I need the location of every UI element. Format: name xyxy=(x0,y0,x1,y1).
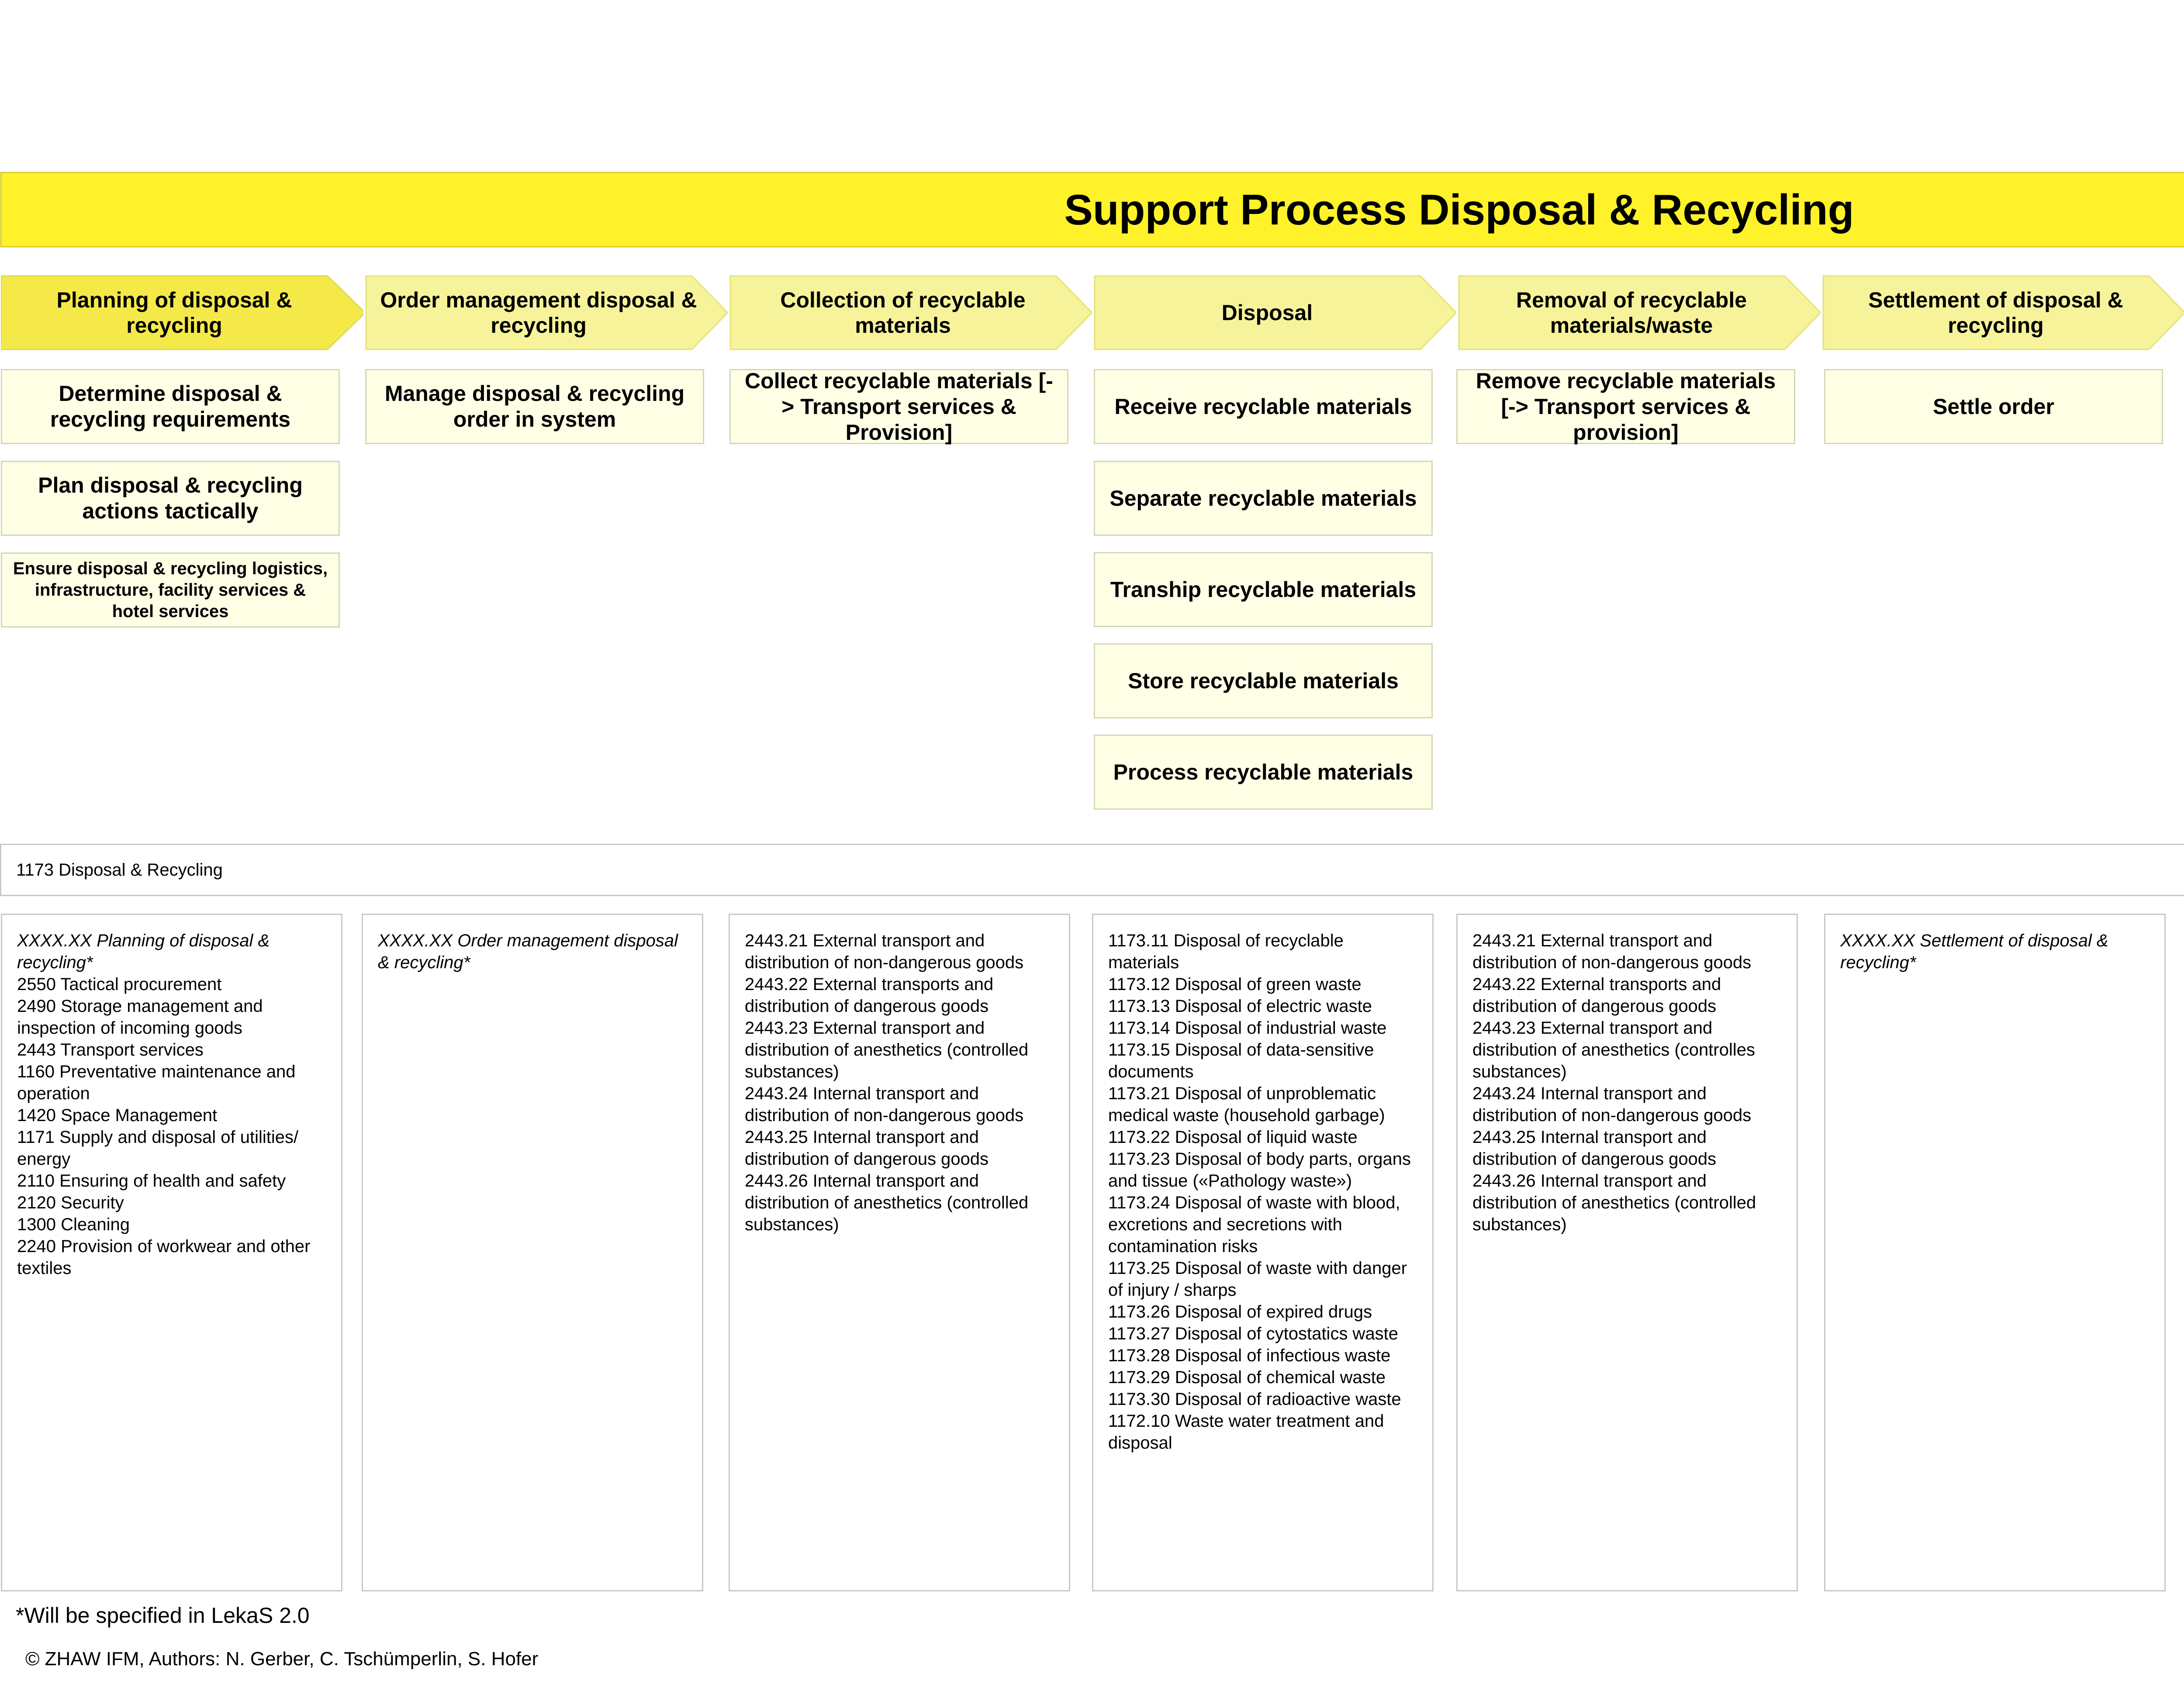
service-line: 1171 Supply and disposal of utilities/ energy xyxy=(17,1128,299,1169)
service-line: 2443.23 External transport and distribution of anesthetics (controlles substances) xyxy=(1472,1018,1755,1081)
service-line: 1173.27 Disposal of cytostatics waste xyxy=(1108,1324,1399,1343)
service-line: 1173.13 Disposal of electric waste xyxy=(1108,997,1372,1016)
service-line: 1173.21 Disposal of unproblematic medical waste (household garbage) xyxy=(1108,1084,1385,1125)
activity-box: Determine disposal & recycling requirements xyxy=(1,369,340,444)
service-line: 2443 Transport services xyxy=(17,1040,204,1059)
copyright: © ZHAW IFM, Authors: N. Gerber, C. Tschümperlin, S. Hofer xyxy=(25,1648,539,1670)
service-line: 1160 Preventative maintenance and operation xyxy=(17,1062,296,1103)
service-line: 2443.26 Internal transport and distribution of anesthetics (controlled substances) xyxy=(745,1171,1029,1234)
service-line: 2443.21 External transport and distribution of non-dangerous goods xyxy=(745,931,1024,972)
phase-planning xyxy=(1,275,363,350)
phase-label: Removal of recyclable materials/waste xyxy=(1516,288,1747,338)
service-line: 2443.25 Internal transport and distribution of dangerous goods xyxy=(1472,1128,1717,1169)
service-line: 2443.24 Internal transport and distribution of non-dangerous goods xyxy=(745,1084,1024,1125)
activity-box: Receive recyclable materials xyxy=(1094,369,1433,444)
activity-box: Separate recyclable materials xyxy=(1094,461,1433,536)
service-line: 1173.24 Disposal of waste with blood, excretions and secretions with contamination risks xyxy=(1108,1193,1400,1256)
footnote: *Will be specified in LekaS 2.0 xyxy=(16,1603,310,1628)
service-box xyxy=(1,914,342,1591)
service-line: 1172.10 Waste water treatment and disposal xyxy=(1108,1411,1384,1453)
service-line: 1173.23 Disposal of body parts, organs and tissue («Pathology waste») xyxy=(1108,1149,1411,1191)
service-line: 2110 Ensuring of health and safety xyxy=(17,1171,286,1191)
service-line: 1173.22 Disposal of liquid waste xyxy=(1108,1128,1358,1147)
service-line: 1420 Space Management xyxy=(17,1106,218,1125)
service-placeholder: XXXX.XX Settlement of disposal & recycling* xyxy=(1840,931,2108,972)
activity-box: Process recyclable materials xyxy=(1094,735,1433,810)
activity-box: Ensure disposal & recycling logistics, infrastructure, facility services & hotel services xyxy=(1,552,340,628)
service-line: 1173.30 Disposal of radioactive waste xyxy=(1108,1390,1401,1409)
activity-box: Remove recyclable materials [-> Transport services & provision] xyxy=(1456,369,1795,444)
service-line: 1300 Cleaning xyxy=(17,1215,130,1234)
service-placeholder: XXXX.XX Order management disposal & recycling* xyxy=(378,931,678,972)
process-banner xyxy=(0,172,2184,248)
service-line: 2443.23 External transport and distribution of anesthetics (controlled substances) xyxy=(745,1018,1029,1081)
service-box xyxy=(1456,914,1798,1591)
service-line: 1173.15 Disposal of data-sensitive documents xyxy=(1108,1040,1374,1081)
phase-order-management xyxy=(365,275,728,350)
service-box xyxy=(362,914,703,1591)
activity-box: Collect recyclable materials [-> Transport services & Provision] xyxy=(729,369,1068,444)
service-line: 2490 Storage management and inspection of incoming goods xyxy=(17,997,263,1038)
service-line: 2443.22 External transports and distribution of dangerous goods xyxy=(745,975,994,1016)
phase-disposal xyxy=(1094,275,1456,350)
phase-label: Order management disposal & recycling xyxy=(380,288,697,338)
service-line: 2443.21 External transport and distribution of non-dangerous goods xyxy=(1472,931,1752,972)
phase-settlement xyxy=(1822,275,2184,350)
service-line: 1173.14 Disposal of industrial waste xyxy=(1108,1018,1387,1038)
service-line: 2550 Tactical procurement xyxy=(17,975,222,994)
phase-removal xyxy=(1458,275,1821,350)
service-line: 2443.22 External transports and distribution of dangerous goods xyxy=(1472,975,1721,1016)
activity-box: Settle order xyxy=(1824,369,2163,444)
activity-box: Store recyclable materials xyxy=(1094,643,1433,718)
service-line: 1173.12 Disposal of green waste xyxy=(1108,975,1362,994)
phase-label: Planning of disposal & recycling xyxy=(56,288,292,338)
activity-box: Manage disposal & recycling order in system xyxy=(365,369,704,444)
service-line: 2443.26 Internal transport and distribution of anesthetics (controlled substances) xyxy=(1472,1171,1756,1234)
service-line: 1173.29 Disposal of chemical waste xyxy=(1108,1368,1386,1387)
phase-label: Settlement of disposal & recycling xyxy=(1868,288,2123,338)
service-line: 1173.11 Disposal of recyclable materials xyxy=(1108,931,1344,972)
activity-box: Tranship recyclable materials xyxy=(1094,552,1433,627)
phase-collection xyxy=(729,275,1092,350)
phase-label: Collection of recyclable materials xyxy=(780,288,1026,338)
service-line: 2120 Security xyxy=(17,1193,124,1212)
service-placeholder: XXXX.XX Planning of disposal & recycling* xyxy=(17,931,270,972)
phase-label: Disposal xyxy=(1221,300,1313,325)
service-box xyxy=(1824,914,2166,1591)
page-title: Support Process Disposal & Recycling xyxy=(1064,186,1854,234)
activity-box: Plan disposal & recycling actions tactically xyxy=(1,461,340,536)
service-line: 2240 Provision of workwear and other textiles xyxy=(17,1237,311,1278)
service-box xyxy=(1092,914,1434,1591)
service-line: 2443.25 Internal transport and distribution of dangerous goods xyxy=(745,1128,989,1169)
service-category-strip: 1173 Disposal & Recycling xyxy=(0,844,2184,896)
service-line: 2443.24 Internal transport and distribution of non-dangerous goods xyxy=(1472,1084,1752,1125)
service-box xyxy=(729,914,1070,1591)
service-line: 1173.26 Disposal of expired drugs xyxy=(1108,1302,1372,1322)
service-line: 1173.28 Disposal of infectious waste xyxy=(1108,1346,1391,1365)
service-line: 1173.25 Disposal of waste with danger of injury / sharps xyxy=(1108,1259,1407,1300)
